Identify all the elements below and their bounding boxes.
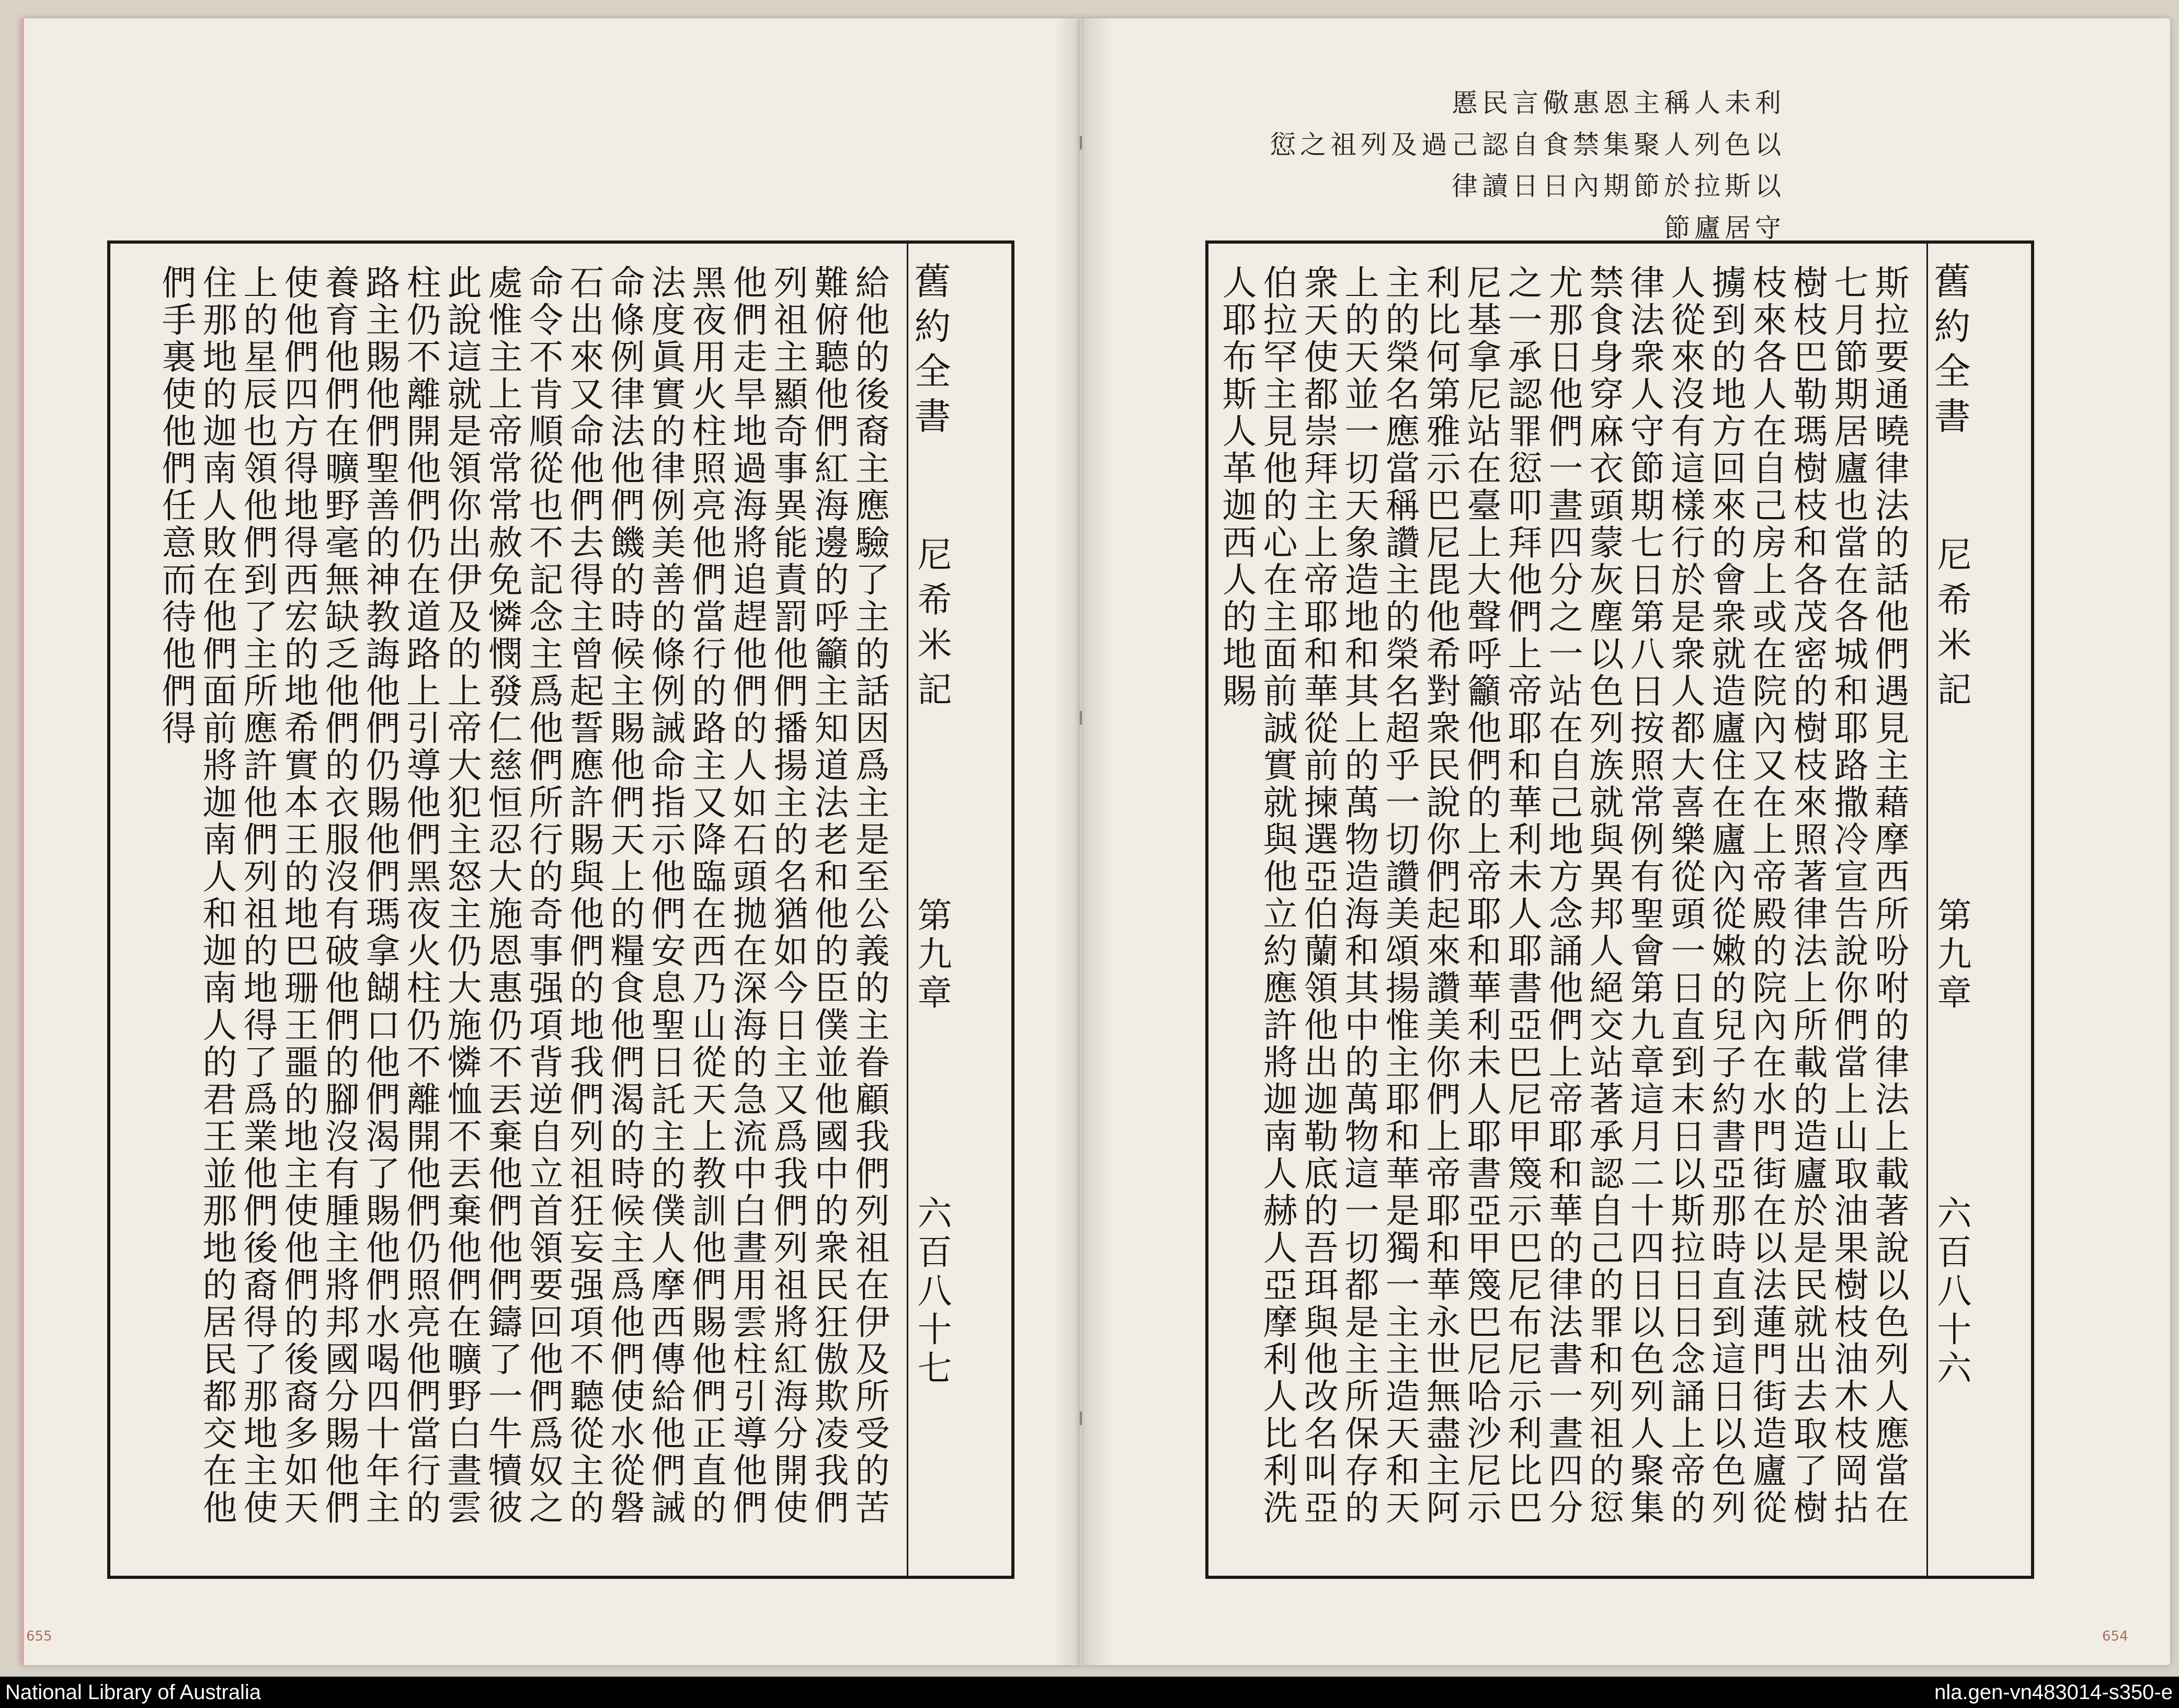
bleed-through-text <box>199 94 722 230</box>
binding-stitch <box>1080 136 1082 150</box>
folio-number: 654 <box>2102 1629 2128 1644</box>
margin-column <box>907 244 1011 1576</box>
binding-stitch <box>1080 711 1082 725</box>
page-number: 六百八十七 <box>911 1195 952 1389</box>
book-name: 尼希米記 <box>1931 536 1971 716</box>
footer-bar <box>0 1677 2179 1708</box>
chapter-label: 第九章 <box>911 897 952 1013</box>
folio-number: 655 <box>26 1629 52 1644</box>
margin-column <box>1926 244 2031 1576</box>
item-identifier: nla.gen-vn483014-s350-e <box>1934 1681 2173 1704</box>
book-title: 舊約全書 <box>1928 262 1971 442</box>
book-title: 舊約全書 <box>908 262 951 442</box>
page-edge-accent <box>21 18 24 1665</box>
body-text: 給他的後裔主應驗了主的話因爲主是至公義的主眷顧我們列祖在伊及所受的苦難俯聽他們紅海邊的呼籲主知道法老和他的臣僕並他國中的衆民狂傲欺凌我們列祖主顯奇事異能責罰他們播揚主的名猶如今日主又爲我們列祖將紅海分開使他們走旱地過海將追趕他們的人如石頭拋在深海的急流中白晝用雲柱引導他們黑夜用火柱照亮他們當行的路主又降臨在西乃山從天上教訓他們賜他們正直的法度眞實的律例美善的條例誡命指示他們安息聖日託主的僕人摩西傳給他們誡命條例律法他們饑的時候主賜他們天上的糧食他們渴的時候主爲他們使水從磐石出來又命他們去得主曾起誓應許賜與他們的地我們列祖狂妄强項不聽從主的命令不肯順從也不記念主爲他們所行的奇事强項背逆自立首領要回他們爲奴之處惟主上帝常常赦免憐憫發仁慈恒忍大施恩惠仍不丟棄他們他們鑄了一牛犢彼此說這就是領你出伊及的上帝大犯主怒主仍大施憐恤不丟棄他們在曠野白晝雲柱仍不離開他們仍在道路上引導他們黑夜火柱仍不離開他們仍照亮他們當行的路主賜他們聖善的神教誨他們仍賜他們瑪拿餬口他們渴了賜他們水喝四十年主養育他們在曠野毫無缺乏他們的衣服沒有破他們的腳沒有腫主將邦國分賜他們使他們四方得地得西宏的地希實本王的地巴珊王噩的地主使他們的後裔多如天上的星辰也領他們到了主所應許他們列祖的地得了爲業他們後裔得了那地主使住那地的迦南人敗在他們面前將迦南人和迦南人的君王並那地的居民都交在他們手裏使他們任意而待他們得 <box>156 265 889 1527</box>
headnote-item: 以色列人聚集禁食自認己過及列祖之愆 <box>1265 130 1781 158</box>
chapter-label: 第九章 <box>1931 897 1971 1013</box>
institution-label: National Library of Australia <box>5 1681 261 1704</box>
book-name: 尼希米記 <box>911 536 952 716</box>
left-text-frame <box>107 240 1014 1579</box>
headnotes <box>1265 89 1781 246</box>
body-text: 斯拉要通曉律法的話他們遇見主藉摩西所吩咐的律法上載著說以色列人應當在七月節期居廬也當在各城和耶路撒冷宣告說你們當上山取油果樹枝油木枝岡拈樹枝巴勒瑪樹枝和各茂密的樹枝來照著律法上所載的造廬於是民就出去取了樹枝來各人在自己房上或在院內又在上帝殿的院內在水門街在以法蓮門街造廬從擄到的地方回來的會衆就造廬住在廬內從嫩的兒子約書亞那時直到這日以色列人從來沒有這樣行於是衆人都大喜樂從頭一日直到末日以斯拉日日念誦上帝的律法衆人守節期七日第八日按照常例有聖會第九章這月二十四日以色列人聚集禁食身穿麻衣頭蒙灰塵以色列族就與異邦人絕交站著承認自己的罪和列祖的愆尤那日他們一晝四分之一站在自己地方念誦他們上帝耶和華的律法書一晝四分之一承認罪愆叩拜他們上帝耶和華利未人耶書亞巴尼甲篾示巴尼布尼示利比巴尼基拿尼站在臺上大聲呼籲他們的上帝耶和華利未人耶書亞甲篾巴尼哈沙尼示利比何第雅示巴尼毘他希對衆民說你們起來讚美你們上帝耶和華永世無盡主阿主的榮名應當稱讚主的榮名超乎一切讚美頌揚惟主耶和華是獨一主主造天和天上的天並一切天象造地和其上的萬物造海和其中的萬物這一切都是主所保存的衆天使都崇拜主上帝耶和華從前揀選亞伯蘭領他出迦勒底的吾珥與他改名叫亞伯拉罕主見他的心在主面前誠實就與他立約應許將迦南人赫人亞摩利人比利洗人耶布斯人革迦西人的地賜 <box>1216 265 1909 1527</box>
page-number: 六百八十六 <box>1931 1195 1971 1389</box>
book-gutter <box>1054 18 1111 1665</box>
headnote-item: 以斯拉於節期內日日讀律 <box>1447 172 1781 200</box>
binding-stitch <box>1080 1412 1082 1425</box>
right-text-frame <box>1205 240 2034 1579</box>
headnote-item: 利未人稱主恩惠儆言民慝 <box>1447 89 1781 117</box>
headnote-item: 守居廬節 <box>1660 213 1781 242</box>
